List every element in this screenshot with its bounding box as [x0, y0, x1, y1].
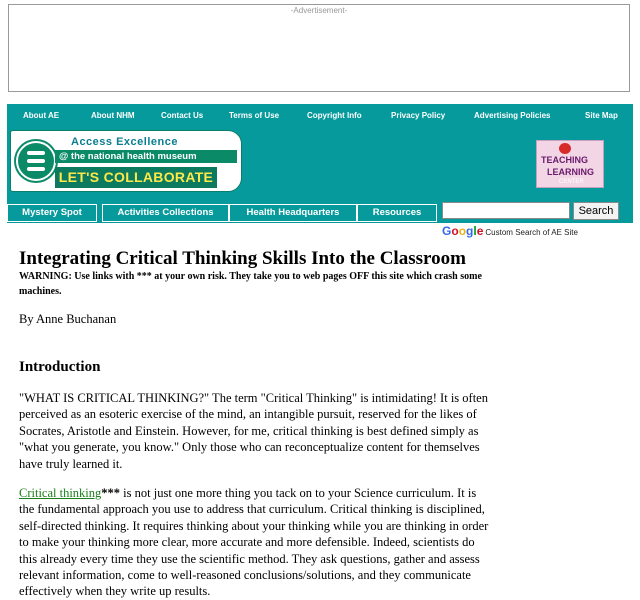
- byline: By Anne Buchanan: [19, 312, 117, 326]
- advertisement-box: [8, 4, 630, 92]
- nav-privacy-policy[interactable]: Privacy Policy: [391, 111, 446, 120]
- tl-logo-line2: LEARNING: [547, 167, 594, 177]
- nav-terms-of-use[interactable]: Terms of Use: [229, 111, 280, 120]
- nav-about-ae[interactable]: About AE: [23, 111, 60, 120]
- tl-logo-line1: TEACHING: [541, 155, 588, 165]
- logo-title: Access Excellence: [71, 136, 178, 148]
- access-excellence-logo[interactable]: [10, 130, 242, 192]
- teaching-learning-center-logo[interactable]: [536, 140, 604, 188]
- tab-health-headquarters[interactable]: Health Headquarters: [229, 204, 357, 222]
- warning-text: WARNING: Use links with *** at your own risk. They take you to web pages OFF this site which crash some machines.: [19, 271, 482, 297]
- page-title: Integrating Critical Thinking Skills Into the Classroom: [19, 248, 466, 269]
- google-custom-search-label: [442, 222, 578, 240]
- nav-advertising-policies[interactable]: Advertising Policies: [474, 111, 551, 120]
- custom-search-text: Custom Search of AE Site: [485, 228, 578, 237]
- search-button[interactable]: Search: [573, 202, 619, 220]
- apple-icon: [559, 143, 571, 154]
- paragraph-1: "WHAT IS CRITICAL THINKING?" The term "Critical Thinking" is intimidating! It is often perceived as an esoteric exercise of the mind, an intangible pursuit, reserved for the likes of Socrates, Aristotle and Einstein. However, for me, critical thinking is best defined simply as "what you generate, you know." Only those who can reconceptualize content for themselves have truly learned it.: [19, 391, 488, 471]
- paragraph-2: [19, 485, 489, 600]
- top-navigation: [7, 104, 633, 128]
- section-heading-introduction: Introduction: [19, 359, 101, 375]
- risk-stars: ***: [101, 486, 121, 500]
- tab-resources[interactable]: Resources: [357, 204, 437, 222]
- logo-collaborate: LET'S COLLABORATE: [55, 167, 217, 188]
- logo-subtitle: @ the national health museum: [55, 150, 237, 163]
- nav-copyright-info[interactable]: Copyright Info: [307, 111, 362, 120]
- critical-thinking-link[interactable]: Critical thinking: [19, 486, 102, 500]
- tab-activities-collections[interactable]: Activities Collections: [102, 204, 229, 222]
- nav-site-map[interactable]: Site Map: [585, 111, 618, 120]
- paragraph-2-text: is not just one more thing you tack on to your Science curriculum. It is the fundamental approach you use to address that curriculum. Critical thinking is disciplined, self-directed thinking. It requires thinking about your thinking while you are thinking in order to make your thinking more clear, more accurate and more defensible. Indeed, scientists do this already every time they use the scientific method. They ask questions, gather and assess relevant information, come to well-reasoned conclusions/solutions, and they communicate effectively when they write up results.: [19, 486, 489, 599]
- google-logo-icon: Google: [442, 224, 484, 238]
- nav-about-nhm[interactable]: About NHM: [91, 111, 135, 120]
- nav-contact-us[interactable]: Contact Us: [161, 111, 204, 120]
- tab-mystery-spot[interactable]: Mystery Spot: [7, 204, 97, 222]
- search-input[interactable]: [442, 202, 570, 219]
- advertisement-label: -Advertisement-: [290, 6, 348, 15]
- tl-logo-line3: CENTER: [559, 179, 584, 185]
- ae-emblem-icon: [16, 141, 56, 181]
